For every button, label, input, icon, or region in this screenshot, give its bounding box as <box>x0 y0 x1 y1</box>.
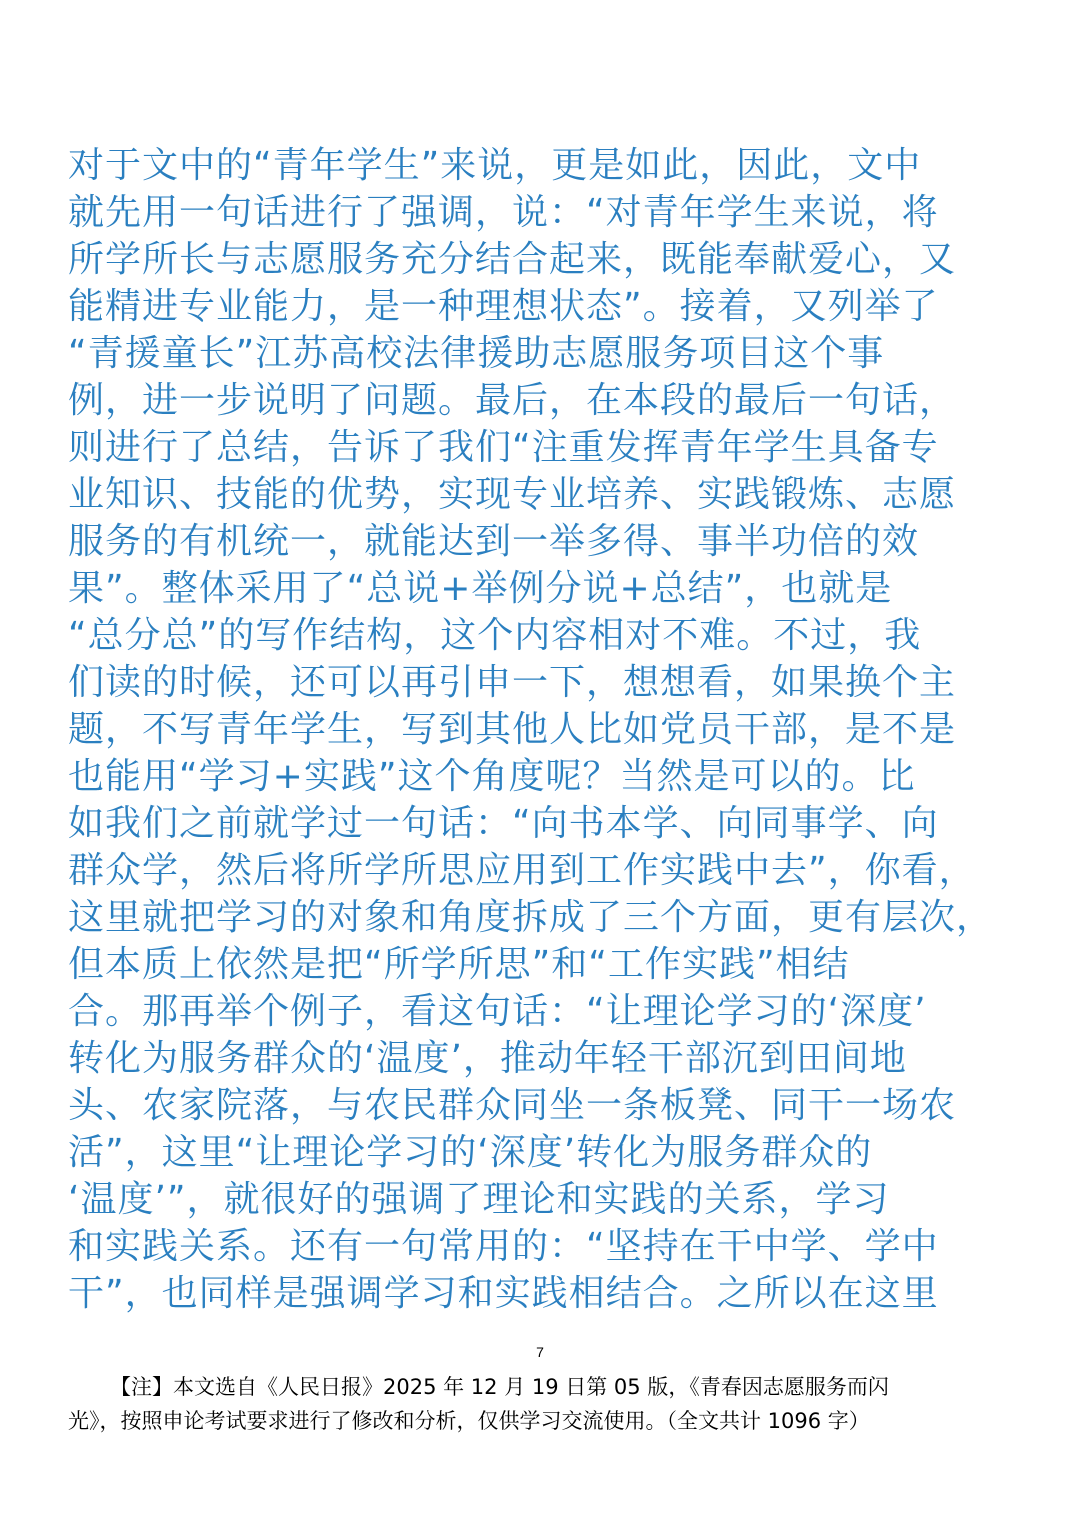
body-text <box>68 142 1018 1317</box>
body-line: 头、农家院落，与农民群众同坐一条板凳、同干一场农 <box>68 1085 957 1126</box>
source-note-line: 光》，按照申论考试要求进行了修改和分析，仅供学习交流使用。（全文共计 1096 字） <box>68 1409 870 1433</box>
body-line: 活”，这里“让理论学习的‘深度’转化为服务群众的 <box>68 1132 873 1173</box>
body-line: 果”。整体采用了“总说+举例分说+总结”，也就是 <box>68 568 893 609</box>
body-line: 如我们之前就学过一句话：“向书本学、向同事学、向 <box>68 803 939 844</box>
body-line: “青援童长”江苏高校法律援助志愿服务项目这个事 <box>68 333 885 374</box>
body-line: 例，进一步说明了问题。最后，在本段的最后一句话， <box>68 380 957 421</box>
body-line: 能精进专业能力，是一种理想状态”。接着，又列举了 <box>68 286 939 327</box>
body-line: 所学所长与志愿服务充分结合起来，既能奉献爱心，又 <box>68 239 957 280</box>
body-line: 干”，也同样是强调学习和实践相结合。之所以在这里 <box>68 1273 939 1314</box>
body-line: 群众学，然后将所学所思应用到工作实践中去”，你看， <box>68 850 976 891</box>
body-line: 则进行了总结，告诉了我们“注重发挥青年学生具备专 <box>68 427 939 468</box>
body-line: 转化为服务群众的‘温度’，推动年轻干部沉到田间地 <box>68 1038 907 1079</box>
body-line: 但本质上依然是把“所学所思”和“工作实践”相结 <box>68 944 850 985</box>
body-line: ‘温度’”，就很好的强调了理论和实践的关系，学习 <box>68 1179 890 1220</box>
body-line: “总分总”的写作结构，这个内容相对不难。不过，我 <box>68 615 922 656</box>
body-line: 业知识、技能的优势，实现专业培养、实践锻炼、志愿 <box>68 474 957 515</box>
body-line: 这里就把学习的对象和角度拆成了三个方面，更有层次， <box>68 897 994 938</box>
body-line: 就先用一句话进行了强调，说：“对青年学生来说，将 <box>68 192 939 233</box>
body-line: 和实践关系。还有一句常用的：“坚持在干中学、学中 <box>68 1226 939 1267</box>
body-line: 题，不写青年学生，写到其他人比如党员干部，是不是 <box>68 709 957 750</box>
body-line: 合。那再举个例子，看这句话：“让理论学习的‘深度’ <box>68 991 927 1032</box>
source-note-line: 【注】本文选自《人民日报》2025 年 12 月 19 日第 05 版，《青春因志愿服务而闪 <box>110 1375 889 1399</box>
source-note <box>68 1370 1018 1438</box>
body-line: 们读的时候，还可以再引申一下，想想看，如果换个主 <box>68 662 957 703</box>
page-number: 7 <box>536 1344 544 1360</box>
body-line: 也能用“学习+实践”这个角度呢？当然是可以的。比 <box>68 756 916 797</box>
body-line: 服务的有机统一，就能达到一举多得、事半功倍的效 <box>68 521 920 562</box>
body-line: 对于文中的“青年学生”来说，更是如此，因此，文中 <box>68 145 922 186</box>
